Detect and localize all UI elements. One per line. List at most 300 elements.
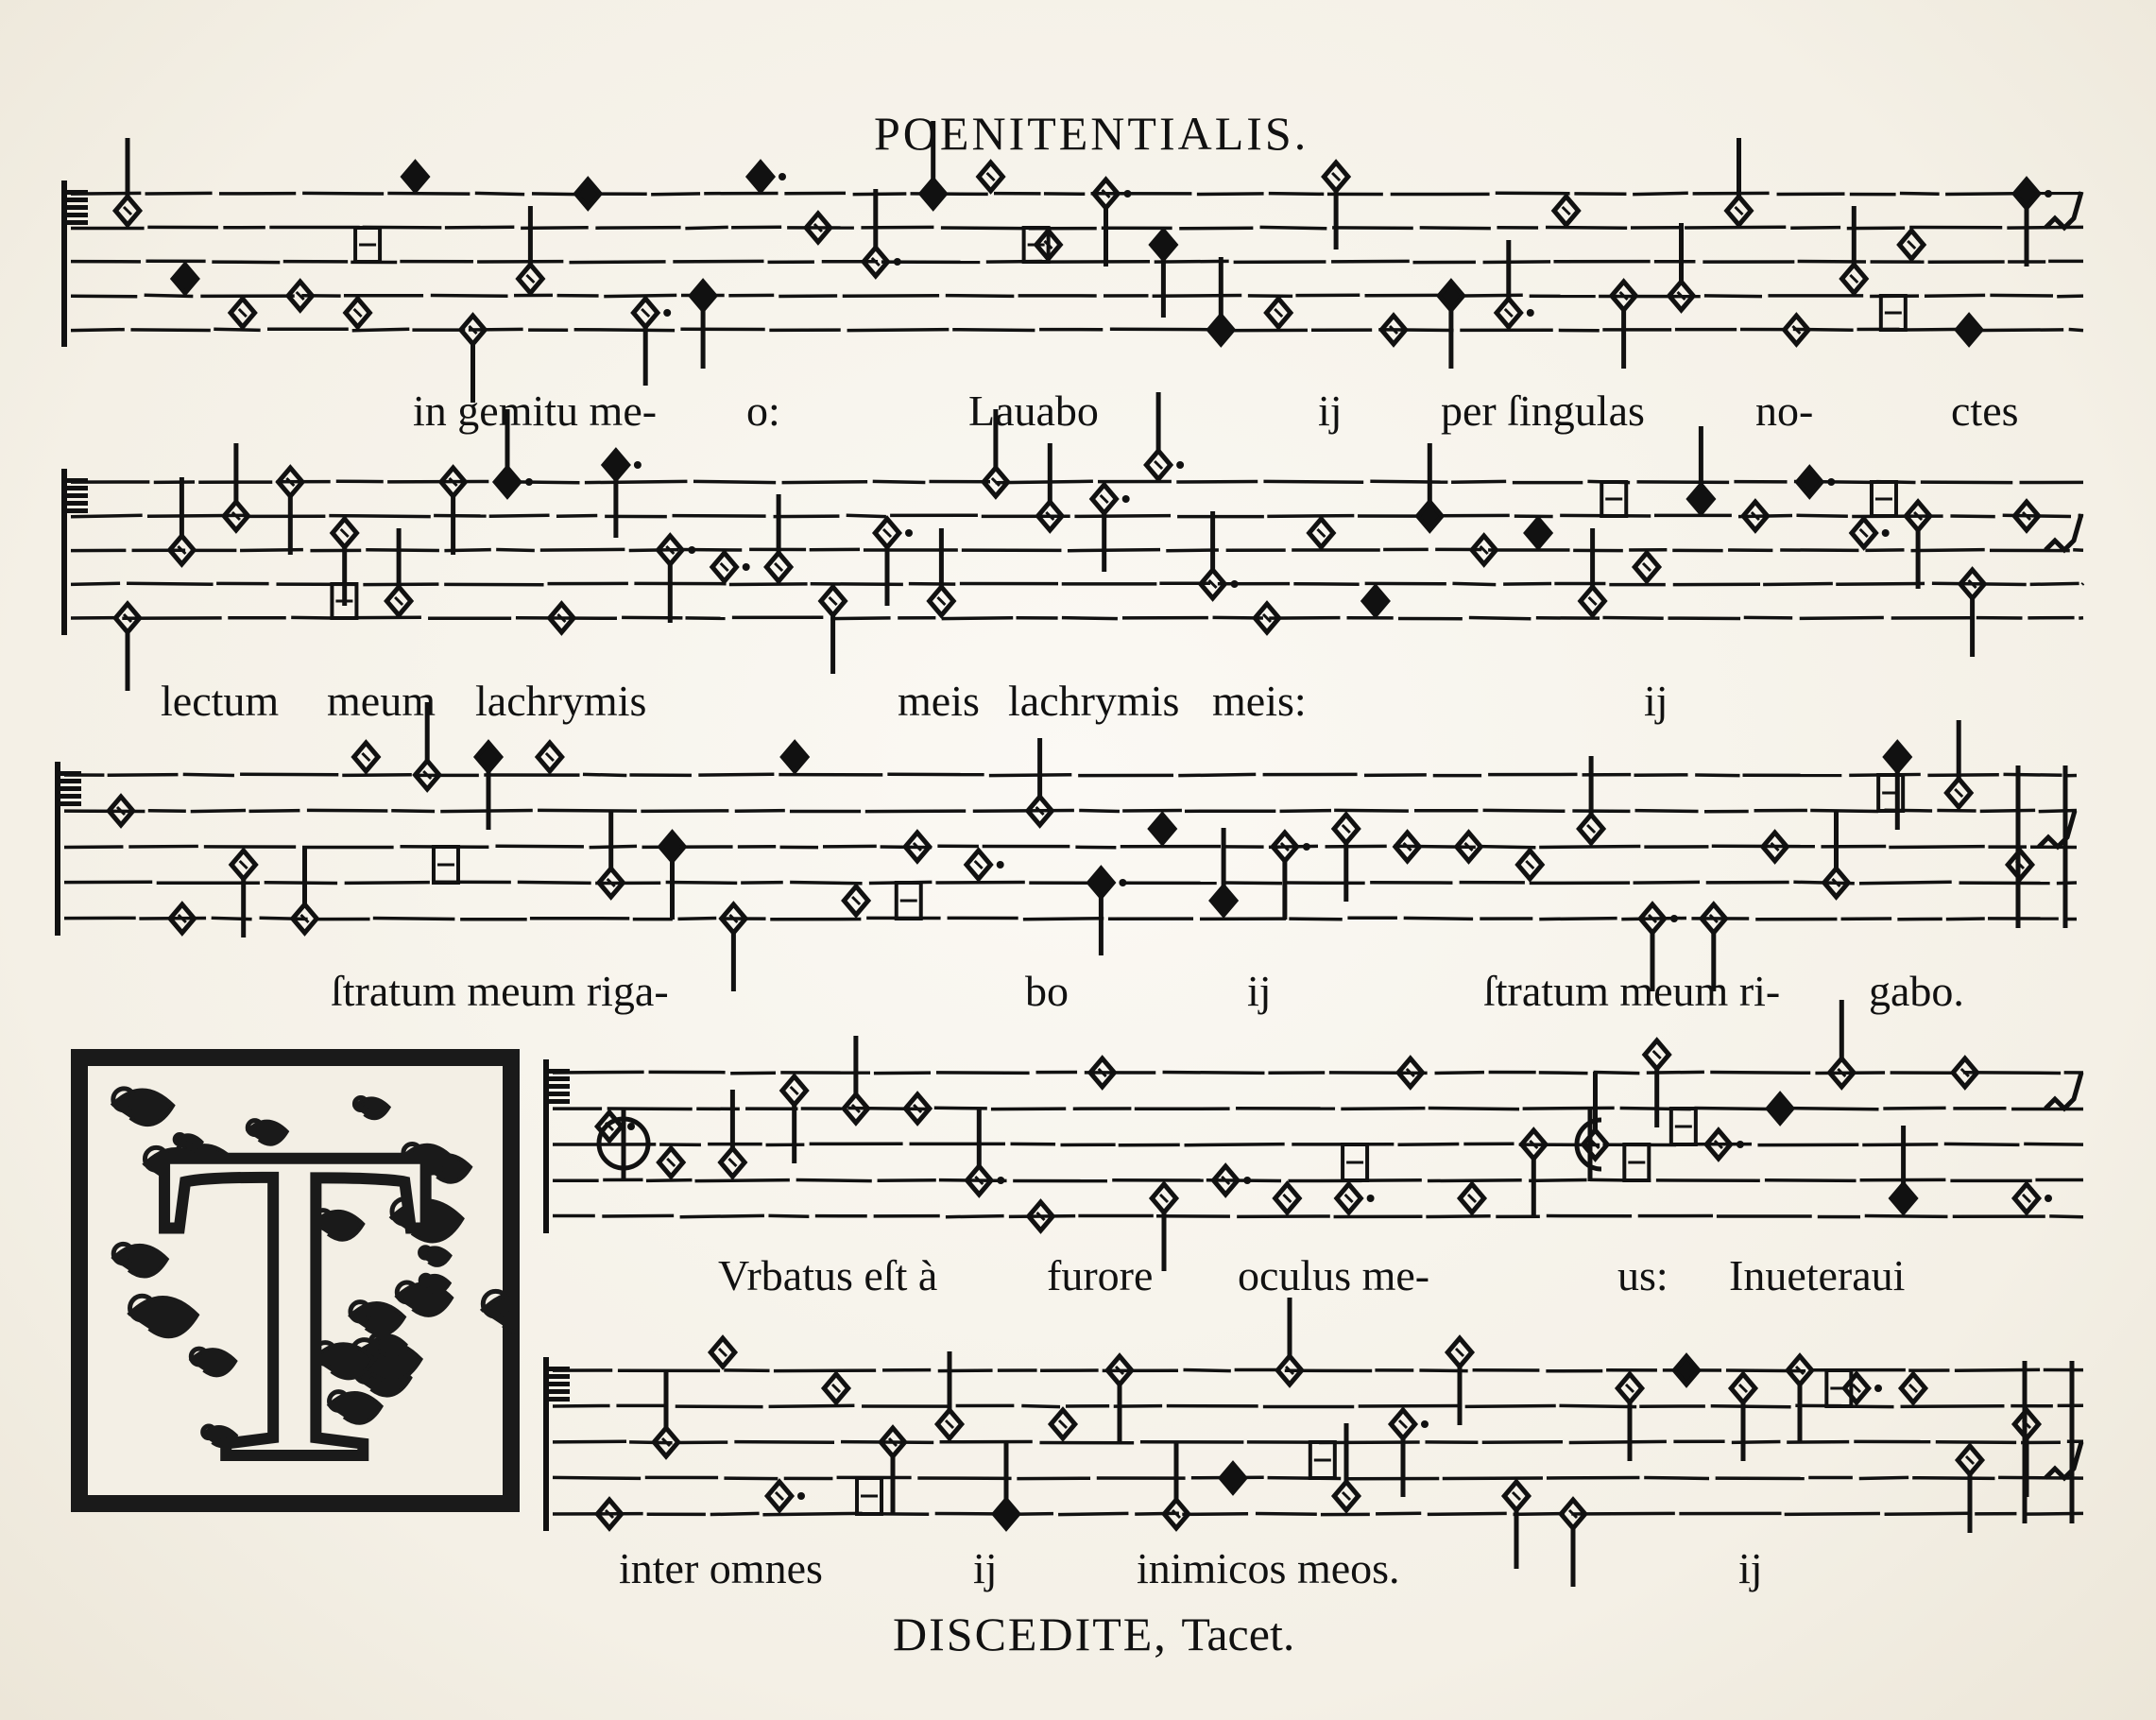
lyric: lectum xyxy=(161,677,280,725)
note-head xyxy=(776,1492,783,1500)
note xyxy=(722,904,746,991)
staff-line xyxy=(1955,1369,2040,1370)
lyric: lachrymis xyxy=(475,677,647,725)
lyric: meum xyxy=(327,677,436,725)
staff-line xyxy=(1135,1513,1179,1514)
staff-line xyxy=(2039,810,2077,811)
note-head xyxy=(748,163,773,191)
lyric: ſtratum meum ri- xyxy=(1483,967,1781,1015)
staff-line xyxy=(939,1180,1007,1181)
note xyxy=(1324,163,1348,249)
note-dot xyxy=(1119,879,1126,886)
staff-line xyxy=(1796,515,1847,516)
staff-line xyxy=(553,1477,641,1478)
staff-line xyxy=(1378,330,1453,331)
staff-line xyxy=(1332,228,1413,229)
staff-line xyxy=(1452,583,1496,584)
note xyxy=(115,138,140,225)
note-dot xyxy=(1367,1195,1375,1202)
staff-line xyxy=(475,193,524,194)
staff-line xyxy=(1859,1477,1908,1478)
note-dot xyxy=(1882,529,1890,537)
staff-line xyxy=(790,883,862,884)
staff-line xyxy=(1865,550,1904,551)
staff-line xyxy=(518,882,591,883)
note-head xyxy=(2023,1195,2030,1202)
note-head xyxy=(994,1500,1018,1528)
staff-line xyxy=(489,515,550,516)
staff-line xyxy=(1911,550,1985,551)
note-head xyxy=(1456,1349,1463,1356)
staff-line xyxy=(769,1405,855,1406)
note xyxy=(1906,502,1930,589)
staff-line xyxy=(147,515,247,516)
staff-line xyxy=(1529,1179,1586,1180)
staff-line xyxy=(71,583,120,584)
note-head xyxy=(1798,468,1822,496)
staff-line xyxy=(148,811,186,812)
staff-line xyxy=(108,775,179,776)
note xyxy=(881,1428,905,1515)
note-head xyxy=(403,163,428,191)
note xyxy=(293,846,317,933)
note xyxy=(1164,1441,1189,1528)
note-dot xyxy=(997,1177,1004,1184)
staff-line xyxy=(1901,1406,2005,1407)
staff-line xyxy=(1836,583,1925,584)
staff-line xyxy=(352,329,410,330)
note-head xyxy=(937,597,945,605)
staff-line xyxy=(1800,618,1884,619)
note xyxy=(1146,392,1184,479)
note xyxy=(1334,815,1359,902)
section-title: DISCEDITE, xyxy=(893,1608,1168,1660)
staff-line xyxy=(1932,583,2027,584)
clef-icon xyxy=(547,1382,570,1386)
note xyxy=(1089,869,1127,955)
lyric: ij xyxy=(1247,967,1272,1015)
note xyxy=(994,1441,1018,1528)
note-head xyxy=(1736,207,1743,215)
staff-line xyxy=(1514,1514,1566,1515)
staff-line xyxy=(342,775,412,776)
note-head xyxy=(1768,1094,1792,1123)
note-head xyxy=(362,753,369,761)
staff-line xyxy=(946,296,1015,297)
staff-line xyxy=(265,883,337,884)
note-dot xyxy=(894,258,901,266)
clef-icon xyxy=(59,771,81,776)
lyric: ij xyxy=(1738,1544,1763,1592)
note-head xyxy=(830,597,837,605)
note-dot xyxy=(663,309,671,317)
note-head xyxy=(1860,529,1868,537)
note-head xyxy=(1643,563,1651,571)
staff-line xyxy=(677,919,716,920)
note-head xyxy=(1589,597,1597,605)
staff-line xyxy=(935,882,1024,883)
staff-line xyxy=(1900,193,1940,194)
note-head xyxy=(975,861,983,869)
staff-line xyxy=(1021,1405,1060,1406)
note-dot xyxy=(779,173,786,181)
staff-line xyxy=(183,774,234,775)
clef-icon xyxy=(65,213,88,217)
staff-line xyxy=(1483,262,1550,263)
staff-line xyxy=(366,550,439,551)
note xyxy=(691,282,715,369)
staff-line xyxy=(873,481,926,482)
note xyxy=(767,1482,805,1510)
page-title: POENITENTIALIS. xyxy=(874,107,1309,160)
note xyxy=(1824,810,1849,897)
note xyxy=(224,443,248,530)
clef-icon xyxy=(59,801,81,806)
staff-line xyxy=(973,811,1074,812)
note xyxy=(1334,1423,1359,1510)
staff-line xyxy=(553,1405,610,1406)
staff-line xyxy=(1359,1405,1461,1406)
staff-line xyxy=(847,330,950,331)
note xyxy=(604,451,642,538)
note-head xyxy=(395,597,402,605)
note-dot xyxy=(797,1492,805,1500)
staff-line xyxy=(1711,1406,1791,1407)
clef-icon xyxy=(547,1092,570,1096)
note xyxy=(979,163,1003,191)
staff-line xyxy=(1865,1216,1948,1217)
note-head xyxy=(1653,1051,1661,1058)
note xyxy=(1107,1356,1132,1443)
staff-line xyxy=(698,774,774,775)
staff-line xyxy=(1695,775,1739,776)
staff-system-2 xyxy=(61,449,2083,657)
staff-line xyxy=(841,1442,933,1443)
note xyxy=(2014,1184,2052,1213)
staff-line xyxy=(1726,1370,1805,1371)
note xyxy=(1960,570,1985,657)
lyric: in gemitu me- xyxy=(413,387,658,435)
staff-line xyxy=(1263,481,1363,482)
note xyxy=(403,163,428,191)
note xyxy=(1209,257,1234,344)
note-head xyxy=(1317,529,1325,537)
staff-line xyxy=(1862,1144,1938,1145)
note-head xyxy=(1674,1356,1699,1385)
note xyxy=(1522,1130,1547,1217)
note-dot xyxy=(1243,1177,1251,1184)
note xyxy=(1852,519,1890,547)
note xyxy=(1092,485,1130,572)
staff-line xyxy=(1885,1513,1971,1514)
staff-line xyxy=(538,810,637,811)
note-dot xyxy=(688,546,695,554)
note xyxy=(1612,282,1636,369)
staff-line xyxy=(729,584,808,585)
note-head xyxy=(240,861,248,869)
staff-line xyxy=(2082,583,2083,584)
staff-line xyxy=(651,194,700,195)
note-head xyxy=(1089,869,1114,897)
note-head xyxy=(946,1420,953,1428)
staff-line xyxy=(710,1513,760,1514)
staff-line xyxy=(71,330,125,331)
note-dot xyxy=(2045,1195,2052,1202)
staff-line xyxy=(693,481,776,482)
note-head xyxy=(1343,1492,1350,1500)
staff-line xyxy=(2069,329,2083,330)
staff-line xyxy=(307,810,387,811)
lyric: oculus me- xyxy=(1238,1251,1430,1299)
note xyxy=(346,299,370,327)
note xyxy=(1460,1184,1484,1213)
note-head xyxy=(1526,861,1533,869)
staff-line xyxy=(1334,810,1409,811)
staff-line xyxy=(574,330,675,331)
note xyxy=(1946,720,1971,807)
note-head xyxy=(1689,485,1714,513)
staff-line xyxy=(1793,329,1854,330)
staff-line xyxy=(496,550,535,551)
staff-line xyxy=(1503,584,1551,585)
note-head xyxy=(1957,316,1981,344)
note-head xyxy=(1626,1385,1634,1392)
staff-line xyxy=(1023,919,1104,920)
note-head xyxy=(852,897,860,904)
staff-line xyxy=(585,481,688,482)
staff-line xyxy=(1435,1073,1484,1074)
lyric: Vrbatus eſt à xyxy=(718,1251,938,1299)
staff-line xyxy=(391,811,435,812)
lyric: ſtratum meum riga- xyxy=(331,967,669,1015)
staff-line xyxy=(1927,775,1998,776)
custos-icon xyxy=(2045,192,2081,228)
note-dot xyxy=(1231,580,1239,588)
staff-line xyxy=(1376,1513,1421,1514)
staff-line xyxy=(431,295,508,296)
staff-line xyxy=(1428,1180,1522,1181)
note-dot xyxy=(997,861,1004,869)
staff-line xyxy=(1704,296,1762,297)
staff-line xyxy=(1889,847,1984,848)
note xyxy=(476,743,501,830)
note xyxy=(1891,1126,1916,1213)
note xyxy=(824,1374,848,1402)
staff-line xyxy=(2049,1216,2083,1217)
clef-icon xyxy=(59,779,81,783)
note xyxy=(1689,426,1714,513)
staff-line xyxy=(1594,1073,1640,1074)
staff-line xyxy=(1420,228,1491,229)
note xyxy=(1901,1374,1925,1402)
note-dot xyxy=(1421,1420,1429,1428)
staff-line xyxy=(1936,1442,2016,1443)
staff-line xyxy=(1710,1072,1810,1073)
staff-line xyxy=(1062,618,1118,619)
lyric: o: xyxy=(746,387,780,435)
note-dot xyxy=(1527,309,1534,317)
note-head xyxy=(604,451,628,479)
decorated-initial xyxy=(71,1049,520,1512)
staff-line xyxy=(666,882,738,883)
note-head xyxy=(2014,180,2039,208)
note-head xyxy=(476,743,501,771)
clef-icon xyxy=(65,220,88,225)
staff-line xyxy=(734,1442,834,1443)
note xyxy=(1634,553,1659,581)
note-dot xyxy=(634,461,642,469)
staff-line xyxy=(71,515,143,516)
staff-line xyxy=(768,1215,809,1216)
lyric: bo xyxy=(1025,967,1069,1015)
clef-icon xyxy=(547,1084,570,1089)
staff-line xyxy=(1269,194,1324,195)
note xyxy=(748,163,786,191)
note xyxy=(354,743,379,771)
note xyxy=(333,519,357,606)
note xyxy=(937,1351,962,1438)
note xyxy=(1842,206,1867,293)
note xyxy=(844,886,868,915)
staff-line xyxy=(1946,919,1985,920)
staff-line xyxy=(673,516,766,517)
staff-line xyxy=(1483,810,1566,811)
lyric: ij xyxy=(1318,387,1343,435)
note xyxy=(1645,1041,1669,1127)
staff-line xyxy=(1765,1180,1857,1181)
staff-line xyxy=(302,193,384,194)
note-head xyxy=(1345,1195,1353,1202)
note xyxy=(1674,1356,1699,1385)
lyric: ctes xyxy=(1951,387,2019,435)
staff-line xyxy=(1912,1478,1994,1479)
staff-line xyxy=(127,583,213,584)
staff-line xyxy=(495,846,583,847)
lyric: inter omnes xyxy=(619,1544,823,1592)
staff-line xyxy=(1289,919,1342,920)
note xyxy=(710,1338,735,1367)
note-head xyxy=(883,529,891,537)
note-head xyxy=(1152,231,1176,259)
lyric: us: xyxy=(1617,1251,1668,1299)
staff-line xyxy=(595,228,680,229)
lyric: meis xyxy=(898,677,980,725)
note-head xyxy=(1909,1385,1917,1392)
staff-line xyxy=(569,262,665,263)
staff-line xyxy=(989,775,1071,776)
note xyxy=(1275,1184,1300,1213)
staff-line xyxy=(774,516,840,517)
note-head xyxy=(1850,275,1857,283)
note-head xyxy=(1587,825,1595,833)
note-head xyxy=(660,833,685,861)
staff-line xyxy=(685,227,727,228)
note-dot xyxy=(2045,190,2052,198)
lyric: gabo. xyxy=(1869,967,1964,1015)
note xyxy=(660,833,685,920)
staff-line xyxy=(741,883,783,884)
clef-icon xyxy=(547,1099,570,1104)
note-head xyxy=(124,207,131,215)
clef-icon xyxy=(547,1389,570,1394)
note-head xyxy=(1439,282,1463,310)
staff-line xyxy=(1178,774,1256,775)
note-dot xyxy=(1124,190,1132,198)
staff-line xyxy=(145,193,213,194)
staff-line xyxy=(532,194,577,195)
note-head xyxy=(1332,173,1340,181)
staff-line xyxy=(1222,883,1282,884)
staff-line xyxy=(602,1215,674,1216)
note-dot xyxy=(1737,1141,1744,1148)
lyric: furore xyxy=(1047,1251,1154,1299)
staff-line xyxy=(1256,1514,1317,1515)
note xyxy=(633,299,671,386)
note xyxy=(1886,743,1910,830)
note xyxy=(1617,1374,1642,1461)
note xyxy=(519,206,543,293)
note-head xyxy=(728,1159,736,1166)
staff-line xyxy=(1790,228,1840,229)
note-head xyxy=(782,743,807,771)
note-head xyxy=(1155,461,1162,469)
staff-line xyxy=(1426,1216,1490,1217)
staff-line xyxy=(1465,1406,1556,1407)
note xyxy=(1957,316,1981,344)
staff-line xyxy=(946,1216,1004,1217)
initial-letter: T xyxy=(156,1051,434,1512)
staff-line xyxy=(1980,810,2035,811)
section-footer xyxy=(893,1607,1294,1661)
staff-line xyxy=(1370,481,1447,482)
note-head xyxy=(341,529,349,537)
note xyxy=(1830,1000,1855,1087)
staff-line xyxy=(830,618,890,619)
staff-line xyxy=(240,550,303,551)
staff-line xyxy=(1547,1477,1639,1478)
staff-line xyxy=(2030,583,2079,584)
note xyxy=(1788,1356,1812,1443)
clef-icon xyxy=(65,493,88,498)
lyric: ij xyxy=(973,1544,998,1592)
note xyxy=(231,851,256,937)
staff-line xyxy=(1636,482,1729,483)
clef-icon xyxy=(547,1397,570,1402)
note-head xyxy=(1160,1195,1168,1202)
note-dot xyxy=(1670,915,1678,922)
staff-line xyxy=(540,549,625,550)
staff-line xyxy=(1183,1370,1230,1371)
staff-system-5 xyxy=(543,1342,2083,1550)
staff-line xyxy=(1539,1073,1588,1074)
staff-line xyxy=(1569,1441,1667,1442)
note-head xyxy=(1468,1195,1476,1202)
staff-line xyxy=(695,1180,790,1181)
note xyxy=(538,743,562,771)
staff-line xyxy=(1058,1513,1128,1514)
staff-line xyxy=(1293,584,1359,585)
note xyxy=(1418,443,1443,530)
staff-line xyxy=(1280,811,1331,812)
note-head xyxy=(1418,502,1443,530)
note xyxy=(1211,828,1236,915)
staff-line xyxy=(1785,1513,1880,1514)
note xyxy=(1554,197,1579,225)
note-head xyxy=(721,563,728,571)
note xyxy=(766,494,791,581)
clef-icon xyxy=(65,508,88,513)
note xyxy=(1309,519,1334,547)
